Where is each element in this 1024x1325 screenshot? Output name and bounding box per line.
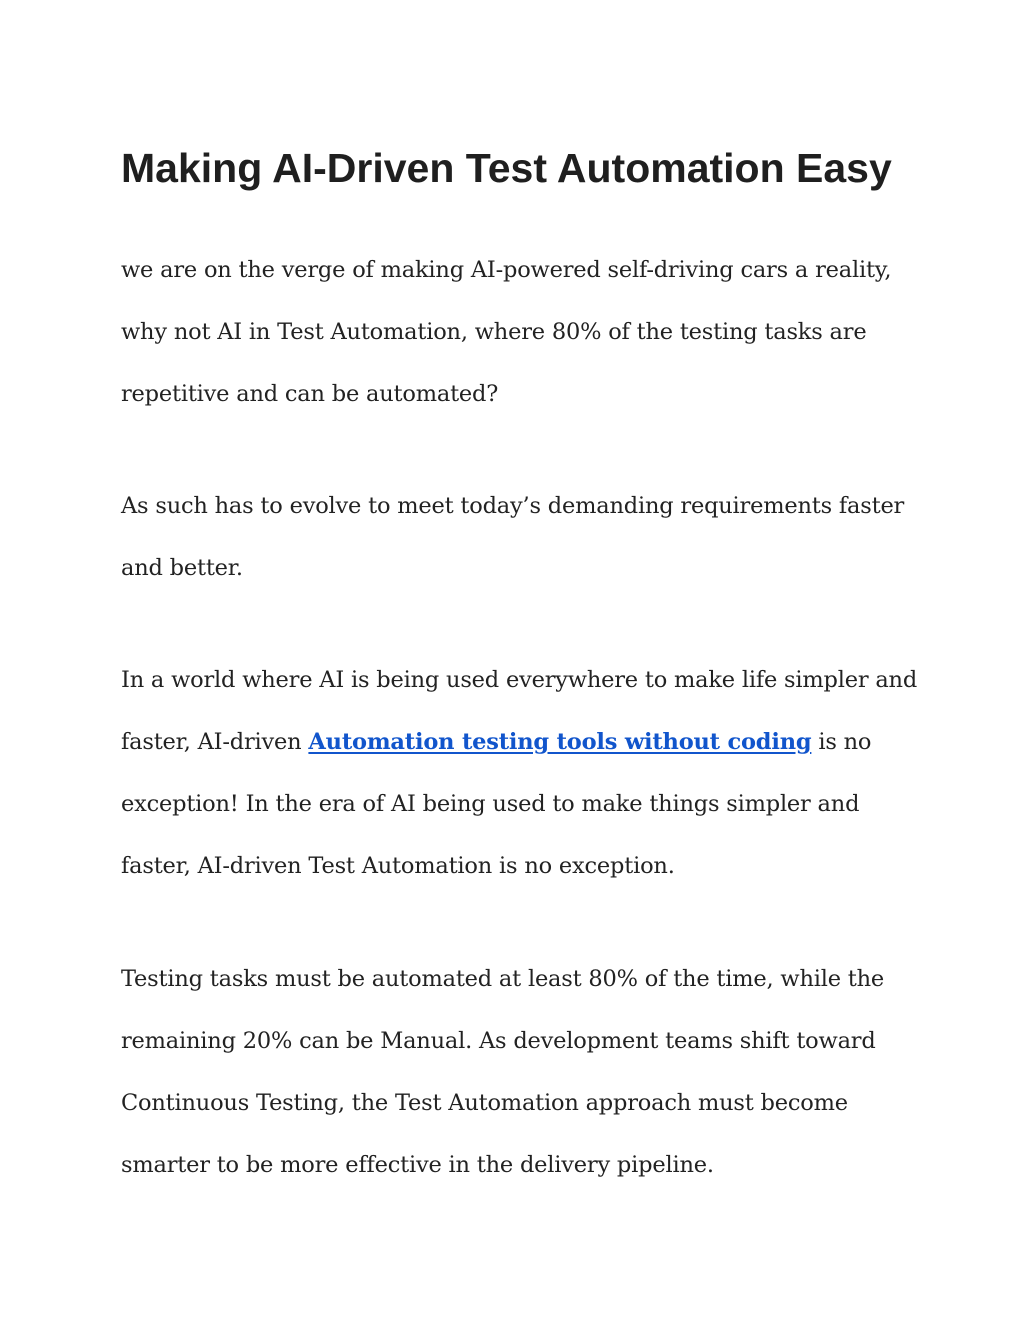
text-segment: is no [811, 729, 872, 755]
paragraph-intro [121, 239, 921, 425]
text-line: As such has to evolve to meet today’s demanding requirements faster [121, 493, 905, 519]
text-line: and better. [121, 555, 243, 581]
paragraph-testing-tasks [121, 948, 921, 1196]
text-line: we are on the verge of making AI-powered self-driving cars a reality, [121, 257, 892, 283]
text-line: exception! In the era of AI being used to make things simpler and [121, 791, 860, 817]
text-line: smarter to be more effective in the delivery pipeline. [121, 1152, 714, 1178]
text-line: Testing tasks must be automated at least 80% of the time, while the [121, 966, 885, 992]
text-line: why not AI in Test Automation, where 80% of the testing tasks are [121, 319, 867, 345]
text-line-with-link [121, 711, 921, 773]
page-title: Making AI-Driven Test Automation Easy [121, 145, 892, 191]
text-segment: faster, AI-driven [121, 729, 309, 755]
text-line: faster, AI-driven Test Automation is no exception. [121, 853, 675, 879]
paragraph-evolve [121, 475, 921, 599]
text-line: Continuous Testing, the Test Automation approach must become [121, 1090, 848, 1116]
text-line: remaining 20% can be Manual. As development teams shift toward [121, 1028, 876, 1054]
paragraph-ai-world [121, 649, 921, 897]
automation-tools-link[interactable]: Automation testing tools without coding [308, 729, 812, 755]
text-line: In a world where AI is being used everywhere to make life simpler and [121, 667, 918, 693]
text-line: repetitive and can be automated? [121, 381, 499, 407]
